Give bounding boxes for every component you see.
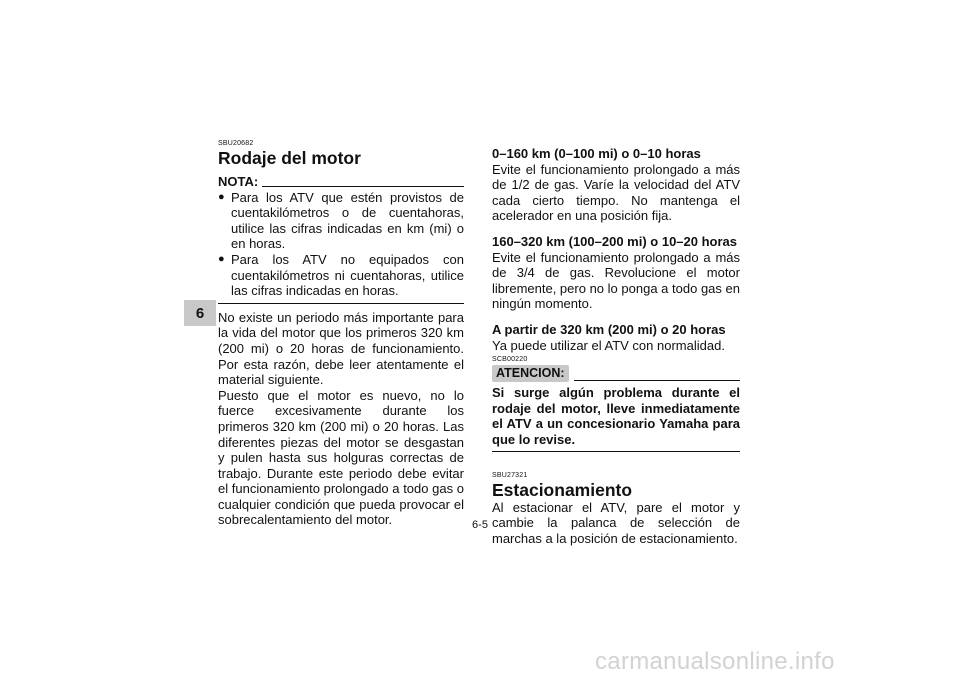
caution-text: Si surge algún problema durante el rodaje del motor, lleve inmediatamente el ATV a un concesionario Yamaha para que lo revise. bbox=[492, 385, 740, 447]
paragraph: Al estacionar el ATV, pare el motor y cambie la palanca de selección de marchas a la posición de estacionamiento. bbox=[492, 499, 740, 546]
step-heading: 160–320 km (100–200 mi) o 10–20 horas bbox=[492, 233, 738, 249]
left-column bbox=[218, 140, 464, 528]
note-header bbox=[218, 174, 464, 190]
caution-badge: ATENCION: bbox=[492, 365, 569, 382]
bullet-dot-icon: ● bbox=[218, 252, 225, 265]
caution-rule bbox=[574, 380, 740, 381]
bullet-dot-icon: ● bbox=[218, 190, 225, 203]
caution-code: SCB00220 bbox=[492, 356, 528, 364]
note-end-rule bbox=[218, 303, 464, 304]
bullet-text: Para los ATV que estén provistos de cuentakilómetros o de cuentahoras, utilice las cifras indicadas en km (mi) o en horas. bbox=[231, 189, 464, 252]
section-heading-estacionamiento: Estacionamiento bbox=[492, 479, 633, 500]
watermark: carmanualsonline.info bbox=[595, 648, 835, 675]
step-text: Evite el funcionamiento prolongado a más de 1/2 de gas. Varíe la velocidad del ATV cada cierto tiempo. No mantenga el acelerador en una posición fija. bbox=[492, 161, 740, 224]
step-heading: 0–160 km (0–100 mi) o 0–10 horas bbox=[492, 146, 701, 161]
chapter-tab: 6 bbox=[184, 300, 216, 326]
note-bullet bbox=[218, 190, 464, 252]
note-bullet bbox=[218, 252, 464, 299]
note-rule bbox=[262, 186, 464, 187]
paragraph: Puesto que el motor es nuevo, no lo fuerce excesivamente durante los primeros 320 km (200 mi) o 20 horas. Las diferentes piezas del motor se desgastan y pulen hasta sus holguras correctas de trabajo. Durante este periodo debe evitar el funcionamiento prolongado a todo gas o cualquier condición que pueda provocar el sobrecalentamiento del motor. bbox=[218, 387, 464, 528]
bullet-text: Para los ATV no equipados con cuentakilómetros ni cuentahoras, utilice las cifras indicadas en horas. bbox=[231, 251, 464, 299]
section-heading-rodaje: Rodaje del motor bbox=[218, 148, 361, 168]
section-code: SBU20682 bbox=[218, 140, 254, 147]
paragraph: No existe un periodo más importante para la vida del motor que los primeros 320 km (200 mi) o 20 horas de funcionamiento. Por esta razón, debe leer atentamente el material siguiente. bbox=[218, 309, 464, 388]
step-text: Ya puede utilizar el ATV con normalidad. bbox=[492, 337, 725, 353]
page-number: 6-5 bbox=[472, 519, 488, 531]
right-column bbox=[492, 146, 740, 546]
step-heading: A partir de 320 km (200 mi) o 20 horas bbox=[492, 321, 726, 337]
caution-header bbox=[492, 365, 740, 382]
section-code: SBU27321 bbox=[492, 471, 528, 479]
note-label: NOTA: bbox=[218, 174, 259, 189]
step-text: Evite el funcionamiento prolongado a más de 3/4 de gas. Revolucione el motor libremente, pero no lo ponga a todo gas en ningún momento. bbox=[492, 249, 740, 312]
